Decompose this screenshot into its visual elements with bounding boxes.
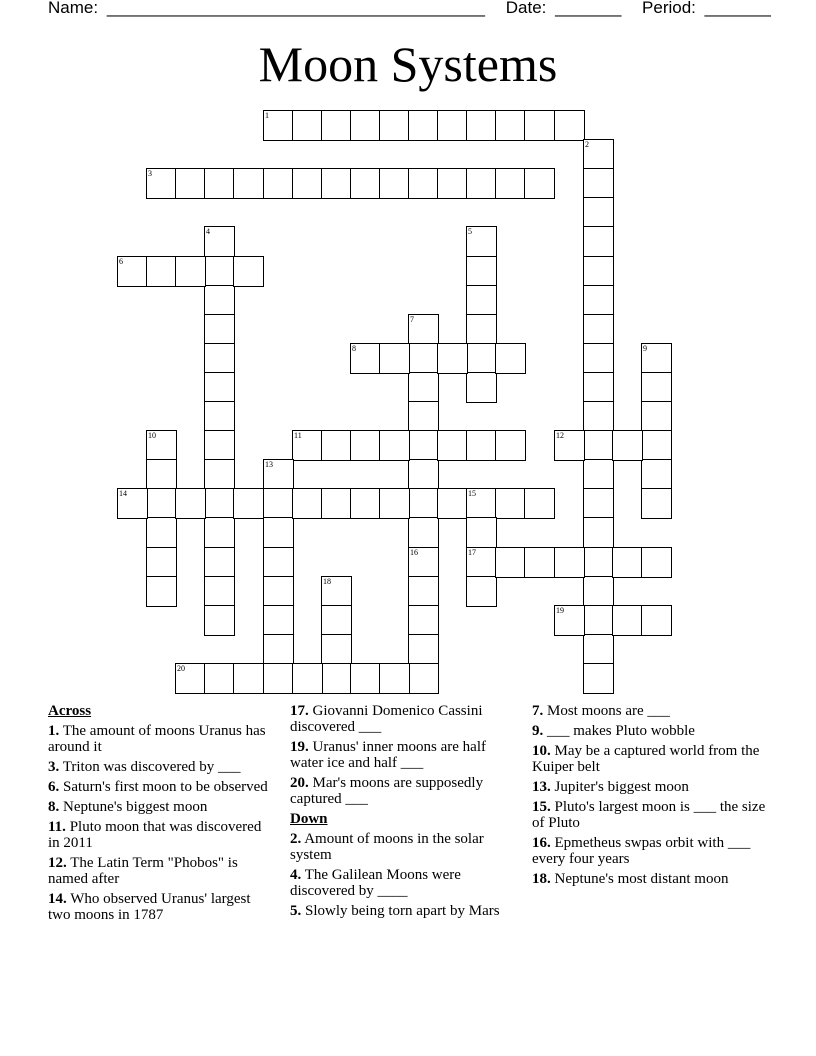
clue-number: 3 [148,169,152,178]
grid-cell[interactable] [117,256,148,287]
grid-cell[interactable] [437,168,468,199]
grid-cell[interactable] [437,430,468,461]
grid-cell[interactable] [350,430,381,461]
clue-across-11: 11. Pluto moon that was discovered in 2011 [48,819,262,851]
grid-cell[interactable] [583,663,614,694]
date-label: Date: [505,0,547,17]
grid-cell[interactable] [583,285,614,316]
across-heading: Across [48,703,92,719]
clue-number: 13 [265,460,273,469]
grid-cell[interactable] [641,605,672,636]
clue-column-3 [532,703,767,891]
clue-down-13: 13. Jupiter's biggest moon [532,779,689,795]
name-label: Name: [48,0,99,17]
grid-cell[interactable] [292,168,323,199]
grid-cell[interactable] [524,168,555,199]
grid-cell[interactable] [583,459,614,490]
grid-cell[interactable] [554,605,585,636]
clue-number: 16 [410,548,418,557]
grid-cell[interactable] [263,605,294,636]
grid-cell[interactable] [204,517,235,548]
grid-cell[interactable] [583,430,614,461]
clue-across-20: 20. Mar's moons are supposedly captured ___ [290,775,484,807]
grid-cell[interactable] [554,110,585,141]
grid-cell[interactable] [641,343,672,374]
grid-cell[interactable] [263,517,294,548]
grid-cell[interactable] [583,372,614,403]
grid-cell[interactable] [583,605,614,636]
grid-cell[interactable] [146,168,177,199]
grid-cell[interactable] [641,547,672,578]
clue-number: 8 [352,344,356,353]
grid-cell[interactable] [583,168,614,199]
grid-cell[interactable] [554,430,585,461]
clue-down-18: 18. Neptune's most distant moon [532,871,729,887]
clue-across-8: 8. Neptune's biggest moon [48,799,208,815]
clue-down-10: 10. May be a captured world from the Kuiper belt [532,743,760,775]
grid-cell[interactable] [204,663,235,694]
grid-cell[interactable] [583,401,614,432]
clue-number: 20 [177,664,185,673]
grid-cell[interactable] [408,517,439,548]
clue-number: 18 [323,577,331,586]
clue-down-15: 15. Pluto's largest moon is ___ the size of Pluto [532,799,766,831]
clue-across-12: 12. The Latin Term "Phobos" is named after [48,855,238,887]
date-line: _______ [555,0,622,17]
grid-cell[interactable] [204,168,235,199]
grid-cell[interactable] [204,226,235,257]
clue-column-1 [48,703,273,927]
grid-cell[interactable] [146,459,177,490]
grid-cell[interactable] [379,343,410,374]
grid-cell[interactable] [204,256,235,287]
grid-cell[interactable] [379,488,410,519]
grid-cell[interactable] [204,285,235,316]
grid-cell[interactable] [408,430,439,461]
grid-cell[interactable] [263,576,294,607]
grid-cell[interactable] [408,459,439,490]
clue-number: 1 [265,111,269,120]
grid-cell[interactable] [204,459,235,490]
clue-number: 2 [585,140,589,149]
grid-cell[interactable] [146,547,177,578]
grid-cell[interactable] [233,663,264,694]
clue-down-9: 9. ___ makes Pluto wobble [532,723,695,739]
grid-cell[interactable] [350,168,381,199]
grid-cell[interactable] [437,488,468,519]
name-line: ________________________________________ [106,0,485,17]
grid-cell[interactable] [408,401,439,432]
clue-across-3: 3. Triton was discovered by ___ [48,759,241,775]
grid-cell[interactable] [408,663,439,694]
grid-cell[interactable] [466,488,497,519]
clue-number: 12 [556,431,564,440]
grid-cell[interactable] [321,576,352,607]
grid-cell[interactable] [233,168,264,199]
grid-cell[interactable] [350,110,381,141]
grid-cell[interactable] [146,517,177,548]
clue-number: 9 [643,344,647,353]
clue-down-7: 7. Most moons are ___ [532,703,670,719]
grid-cell[interactable] [321,663,352,694]
grid-cell[interactable] [495,547,526,578]
grid-cell[interactable] [292,488,323,519]
grid-cell[interactable] [408,576,439,607]
grid-cell[interactable] [379,663,410,694]
grid-cell[interactable] [495,168,526,199]
grid-cell[interactable] [524,488,555,519]
grid-cell[interactable] [437,110,468,141]
grid-cell[interactable] [292,430,323,461]
grid-cell[interactable] [263,547,294,578]
grid-cell[interactable] [146,576,177,607]
grid-cell[interactable] [263,488,294,519]
grid-cell[interactable] [641,401,672,432]
grid-cell[interactable] [524,547,555,578]
clue-down-16: 16. Epmetheus swpas orbit with ___ every four years [532,835,751,867]
grid-cell[interactable] [466,256,497,287]
grid-cell[interactable] [204,605,235,636]
period-line: _______ [704,0,771,17]
grid-cell[interactable] [641,459,672,490]
grid-cell[interactable] [583,517,614,548]
grid-cell[interactable] [641,488,672,519]
grid-cell[interactable] [263,459,294,490]
grid-cell[interactable] [408,488,439,519]
grid-cell[interactable] [408,110,439,141]
grid-cell[interactable] [641,372,672,403]
grid-cell[interactable] [408,634,439,665]
grid-cell[interactable] [350,343,381,374]
grid-cell[interactable] [263,110,294,141]
grid-cell[interactable] [350,488,381,519]
grid-cell[interactable] [583,576,614,607]
grid-cell[interactable] [321,488,352,519]
grid-cell[interactable] [204,372,235,403]
grid-cell[interactable] [379,168,410,199]
clue-number: 4 [206,227,210,236]
grid-cell[interactable] [466,168,497,199]
clue-number: 5 [468,227,472,236]
clue-down-5: 5. Slowly being torn apart by Mars [290,903,500,919]
grid-cell[interactable] [146,488,177,519]
grid-cell[interactable] [175,488,206,519]
page-title: Moon Systems [258,36,558,92]
clue-down-4: 4. The Galilean Moons were discovered by ____ [290,867,461,899]
grid-cell[interactable] [292,663,323,694]
grid-cell[interactable] [583,547,614,578]
grid-cell[interactable] [204,430,235,461]
grid-cell[interactable] [466,517,497,548]
grid-cell[interactable] [466,576,497,607]
grid-cell[interactable] [466,226,497,257]
clue-number: 6 [119,257,123,266]
grid-cell[interactable] [233,256,264,287]
grid-cell[interactable] [175,256,206,287]
down-heading: Down [290,811,328,827]
grid-cell[interactable] [321,605,352,636]
grid-cell[interactable] [263,634,294,665]
clue-number: 19 [556,606,564,615]
grid-cell[interactable] [292,110,323,141]
grid-cell[interactable] [408,343,439,374]
clue-across-14: 14. Who observed Uranus' largest two moons in 1787 [48,891,251,923]
grid-cell[interactable] [583,197,614,228]
grid-cell[interactable] [583,343,614,374]
grid-cell[interactable] [175,168,206,199]
grid-cell[interactable] [263,168,294,199]
grid-cell[interactable] [495,488,526,519]
grid-cell[interactable] [321,110,352,141]
grid-cell[interactable] [408,372,439,403]
clue-across-17: 17. Giovanni Domenico Cassini discovered ___ [290,703,483,735]
grid-cell[interactable] [583,256,614,287]
grid-cell[interactable] [321,168,352,199]
grid-cell[interactable] [204,343,235,374]
grid-cell[interactable] [524,110,555,141]
grid-cell[interactable] [583,488,614,519]
grid-cell[interactable] [408,168,439,199]
grid-cell[interactable] [204,576,235,607]
grid-cell[interactable] [495,430,526,461]
grid-cell[interactable] [175,663,206,694]
grid-cell[interactable] [233,488,264,519]
grid-cell[interactable] [321,430,352,461]
grid-cell[interactable] [466,343,497,374]
clue-number: 14 [119,489,127,498]
grid-cell[interactable] [466,547,497,578]
grid-cell[interactable] [466,314,497,345]
grid-cell[interactable] [204,547,235,578]
grid-cell[interactable] [495,110,526,141]
grid-cell[interactable] [466,285,497,316]
grid-cell[interactable] [466,430,497,461]
grid-cell[interactable] [379,430,410,461]
grid-cell[interactable] [612,430,643,461]
grid-cell[interactable] [408,605,439,636]
clue-number: 11 [294,431,302,440]
clue-number: 15 [468,489,476,498]
grid-cell[interactable] [583,314,614,345]
grid-cell[interactable] [350,663,381,694]
grid-cell[interactable] [466,372,497,403]
grid-cell[interactable] [554,547,585,578]
grid-cell[interactable] [204,401,235,432]
clue-across-6: 6. Saturn's first moon to be observed [48,779,268,795]
grid-cell[interactable] [204,488,235,519]
grid-cell[interactable] [583,634,614,665]
grid-cell[interactable] [583,139,614,170]
grid-cell[interactable] [379,110,410,141]
grid-cell[interactable] [408,547,439,578]
grid-cell[interactable] [117,488,148,519]
grid-cell[interactable] [263,663,294,694]
grid-cell[interactable] [466,110,497,141]
clue-across-1: 1. The amount of moons Uranus has around it [48,723,266,755]
grid-cell[interactable] [204,314,235,345]
clue-number: 17 [468,548,476,557]
grid-cell[interactable] [408,314,439,345]
grid-cell[interactable] [146,430,177,461]
grid-cell[interactable] [583,226,614,257]
clue-number: 10 [148,431,156,440]
grid-cell[interactable] [612,605,643,636]
period-label: Period: [642,0,696,17]
clue-column-2 [290,703,515,923]
grid-cell[interactable] [437,343,468,374]
clue-across-19: 19. Uranus' inner moons are half water ice and half ___ [290,739,486,771]
grid-cell[interactable] [495,343,526,374]
grid-cell[interactable] [612,547,643,578]
grid-cell[interactable] [321,634,352,665]
clue-number: 7 [410,315,414,324]
clue-down-2: 2. Amount of moons in the solar system [290,831,484,863]
grid-cell[interactable] [641,430,672,461]
grid-cell[interactable] [146,256,177,287]
